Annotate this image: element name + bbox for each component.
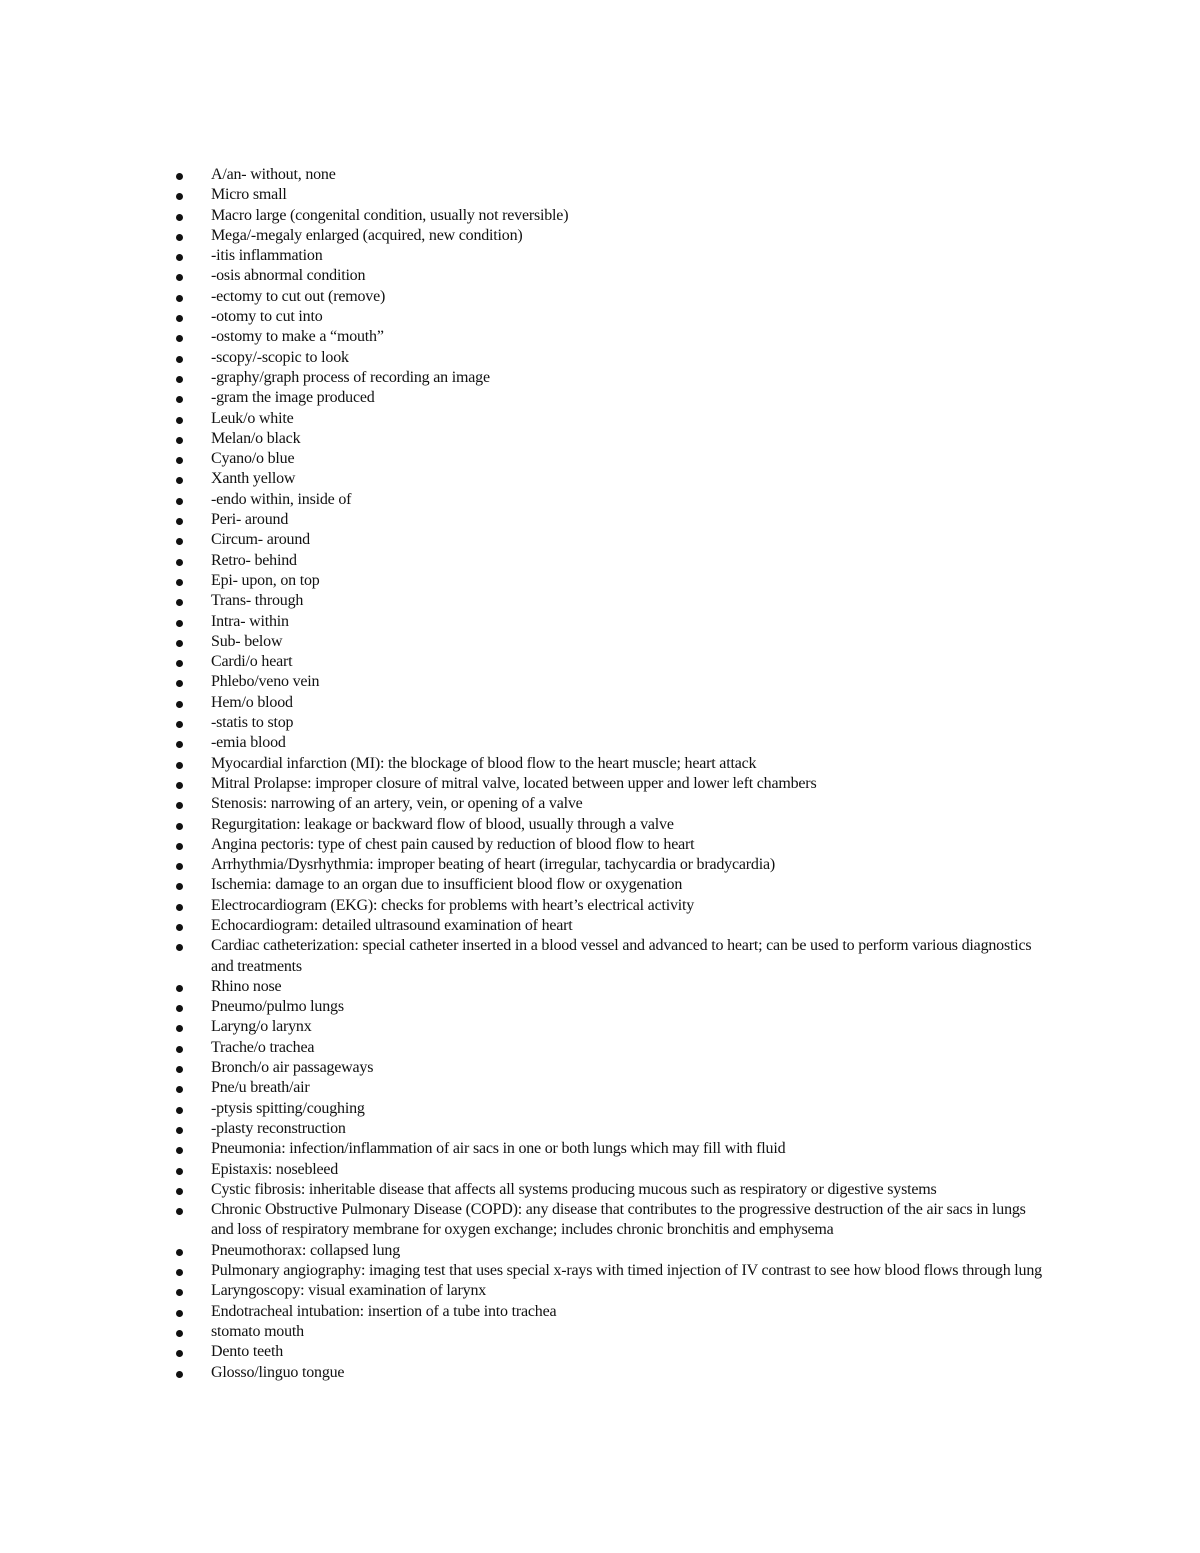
bullet-icon	[176, 1168, 183, 1175]
list-item	[0, 1363, 1200, 1383]
list-item	[0, 977, 1200, 997]
list-item-text: Cyano/o blue	[211, 450, 295, 468]
bullet-icon	[176, 863, 183, 870]
list-item	[0, 307, 1200, 327]
bullet-icon	[176, 396, 183, 403]
list-item	[0, 1261, 1200, 1281]
list-item	[0, 1160, 1200, 1180]
list-item-text: Electrocardiogram (EKG): checks for problems with heart’s electrical activity	[211, 896, 695, 914]
bullet-icon	[176, 437, 183, 444]
list-item	[0, 774, 1200, 794]
list-item	[0, 449, 1200, 469]
list-item	[0, 1322, 1200, 1342]
list-item	[0, 997, 1200, 1017]
list-item-text: -scopy/-scopic to look	[211, 348, 349, 366]
bullet-icon	[176, 660, 183, 667]
list-item	[0, 1078, 1200, 1098]
list-item	[0, 409, 1200, 429]
list-item	[0, 1302, 1200, 1322]
list-item-text: Laryng/o larynx	[211, 1018, 312, 1036]
list-item-text: Echocardiogram: detailed ultrasound examination of heart	[211, 916, 573, 934]
list-item-text: Bronch/o air passageways	[211, 1059, 374, 1077]
bullet-icon	[176, 843, 183, 850]
list-item	[0, 348, 1200, 368]
bullet-icon	[176, 1371, 183, 1378]
bullet-icon	[176, 762, 183, 769]
list-item-text: Pneumothorax: collapsed lung	[211, 1241, 401, 1259]
list-item	[0, 510, 1200, 530]
list-item	[0, 875, 1200, 895]
list-item	[0, 1038, 1200, 1058]
bullet-icon	[176, 985, 183, 992]
list-item	[0, 1119, 1200, 1139]
list-item	[0, 1342, 1200, 1362]
bullet-icon	[176, 1330, 183, 1337]
list-item-text: A/an- without, none	[211, 166, 336, 183]
list-item	[0, 733, 1200, 753]
list-item	[0, 551, 1200, 571]
list-item-text: -ostomy to make a “mouth”	[211, 328, 384, 346]
list-item-text: Hem/o blood	[211, 693, 293, 711]
list-item-text: -plasty reconstruction	[211, 1119, 346, 1137]
bullet-icon	[176, 214, 183, 221]
list-item	[0, 571, 1200, 591]
list-item-text: Trans- through	[211, 592, 304, 610]
bullet-icon	[176, 640, 183, 647]
list-item-text: Laryngoscopy: visual examination of larynx	[211, 1282, 487, 1300]
list-item-text: Pneumonia: infection/inflammation of air sacs in one or both lungs which may fill with fluid	[211, 1140, 786, 1158]
list-item	[0, 612, 1200, 632]
list-item-text: Cystic fibrosis: inheritable disease that affects all systems producing mucous such as respiratory or digestive systems	[211, 1180, 937, 1198]
bullet-icon	[176, 376, 183, 383]
list-item-text: Pne/u breath/air	[211, 1079, 310, 1097]
list-item	[0, 368, 1200, 388]
bullet-icon	[176, 883, 183, 890]
list-item-text: Circum- around	[211, 531, 310, 549]
list-item	[0, 713, 1200, 733]
bullet-icon	[176, 1289, 183, 1296]
list-item-text: Macro large (congenital condition, usually not reversible)	[211, 206, 569, 224]
bullet-icon	[176, 234, 183, 241]
bullet-icon	[176, 1025, 183, 1032]
bullet-icon	[176, 1208, 183, 1215]
list-item-text: Pneumo/pulmo lungs	[211, 998, 344, 1016]
list-item	[0, 754, 1200, 774]
list-item	[0, 165, 1200, 185]
list-item-text: Retro- behind	[211, 551, 297, 569]
bullet-icon	[176, 477, 183, 484]
bullet-icon	[176, 173, 183, 180]
list-item-text: -ectomy to cut out (remove)	[211, 287, 386, 305]
bullet-icon	[176, 579, 183, 586]
list-item-text: Stenosis: narrowing of an artery, vein, or opening of a valve	[211, 795, 583, 813]
list-item-text: Regurgitation: leakage or backward flow of blood, usually through a valve	[211, 815, 674, 833]
list-item-text: Ischemia: damage to an organ due to insufficient blood flow or oxygenation	[211, 876, 683, 894]
list-item-text: -statis to stop	[211, 714, 294, 732]
bullet-icon	[176, 904, 183, 911]
list-item-text: Arrhythmia/Dysrhythmia: improper beating of heart (irregular, tachycardia or bradycardia)	[211, 856, 775, 874]
bullet-icon	[176, 701, 183, 708]
list-item	[0, 1058, 1200, 1078]
list-item	[0, 388, 1200, 408]
list-item-text: Leuk/o white	[211, 409, 294, 427]
list-item-text: Myocardial infarction (MI): the blockage of blood flow to the heart muscle; heart attack	[211, 754, 757, 772]
list-item-text: Pulmonary angiography: imaging test that uses special x-rays with timed injection of IV contrast to see how blood flows through lung	[211, 1262, 1042, 1280]
list-item-text: Epistaxis: nosebleed	[211, 1160, 339, 1178]
list-item-text: Melan/o black	[211, 429, 301, 447]
bullet-icon	[176, 741, 183, 748]
list-item-text: Epi- upon, on top	[211, 571, 320, 589]
bullet-icon	[176, 599, 183, 606]
list-item-text: Rhino nose	[211, 977, 282, 995]
bullet-icon	[176, 1107, 183, 1114]
bullet-icon	[176, 193, 183, 200]
bullet-icon	[176, 315, 183, 322]
bullet-icon	[176, 457, 183, 464]
bullet-icon	[176, 1188, 183, 1195]
list-item	[0, 327, 1200, 347]
list-item-text: -endo within, inside of	[211, 490, 352, 508]
bullet-icon	[176, 1127, 183, 1134]
bullet-icon	[176, 1066, 183, 1073]
bullet-icon	[176, 498, 183, 505]
list-item	[0, 815, 1200, 835]
bullet-icon	[176, 1310, 183, 1317]
bullet-icon	[176, 924, 183, 931]
list-item-text: Micro small	[211, 186, 287, 204]
terminology-list	[0, 165, 1200, 1383]
list-item	[0, 896, 1200, 916]
list-item	[0, 632, 1200, 652]
list-item	[0, 206, 1200, 226]
list-item-text: -gram the image produced	[211, 389, 375, 407]
bullet-icon	[176, 802, 183, 809]
list-item	[0, 490, 1200, 510]
bullet-icon	[176, 1005, 183, 1012]
list-item-text: Chronic Obstructive Pulmonary Disease (COPD): any disease that contributes to the progressive destruction of the air sacs in lungs and loss of respiratory membrane for oxygen exchange; includes chronic bronchitis and emphysema	[211, 1201, 1026, 1239]
list-item	[0, 936, 1200, 977]
list-item-text: Mitral Prolapse: improper closure of mitral valve, located between upper and lower left chambers	[211, 774, 817, 792]
bullet-icon	[176, 1086, 183, 1093]
bullet-icon	[176, 274, 183, 281]
bullet-icon	[176, 538, 183, 545]
list-item	[0, 652, 1200, 672]
list-item-text: -osis abnormal condition	[211, 267, 366, 285]
list-item-text: Mega/-megaly enlarged (acquired, new condition)	[211, 226, 523, 244]
bullet-icon	[176, 1147, 183, 1154]
bullet-icon	[176, 1350, 183, 1357]
list-item-text: Dento teeth	[211, 1343, 283, 1361]
list-item-text: Sub- below	[211, 632, 283, 650]
list-item	[0, 835, 1200, 855]
list-item-text: Intra- within	[211, 612, 289, 630]
list-item	[0, 1241, 1200, 1261]
list-item	[0, 693, 1200, 713]
list-item-text: -itis inflammation	[211, 247, 323, 265]
list-item-text: -ptysis spitting/coughing	[211, 1099, 365, 1117]
bullet-icon	[176, 559, 183, 566]
bullet-icon	[176, 295, 183, 302]
list-item	[0, 1200, 1200, 1241]
list-item-text: stomato mouth	[211, 1322, 304, 1340]
bullet-icon	[176, 721, 183, 728]
bullet-icon	[176, 782, 183, 789]
list-item-text: -emia blood	[211, 734, 286, 752]
list-item-text: -graphy/graph process of recording an image	[211, 368, 490, 386]
list-item-text: Cardiac catheterization: special catheter inserted in a blood vessel and advanced to heart; can be used to perform various diagnostics and treatments	[211, 937, 1032, 975]
list-item-text: Xanth yellow	[211, 470, 296, 488]
list-item	[0, 266, 1200, 286]
list-item-text: Phlebo/veno vein	[211, 673, 320, 691]
list-item	[0, 185, 1200, 205]
bullet-icon	[176, 335, 183, 342]
list-item	[0, 1017, 1200, 1037]
bullet-icon	[176, 823, 183, 830]
list-item-text: Peri- around	[211, 511, 289, 529]
list-item	[0, 469, 1200, 489]
list-item	[0, 287, 1200, 307]
bullet-icon	[176, 1269, 183, 1276]
list-item-text: Angina pectoris: type of chest pain caused by reduction of blood flow to heart	[211, 835, 695, 853]
list-item	[0, 246, 1200, 266]
list-item	[0, 1180, 1200, 1200]
list-item	[0, 672, 1200, 692]
bullet-icon	[176, 518, 183, 525]
list-item	[0, 1099, 1200, 1119]
bullet-icon	[176, 417, 183, 424]
list-item-text: -otomy to cut into	[211, 308, 323, 326]
list-item	[0, 530, 1200, 550]
bullet-icon	[176, 680, 183, 687]
list-item-text: Trache/o trachea	[211, 1038, 315, 1056]
bullet-icon	[176, 1249, 183, 1256]
list-item	[0, 226, 1200, 246]
list-item	[0, 591, 1200, 611]
list-item	[0, 916, 1200, 936]
list-item	[0, 1139, 1200, 1159]
list-item-text: Cardi/o heart	[211, 653, 293, 671]
list-item	[0, 794, 1200, 814]
list-item-text: Glosso/linguo tongue	[211, 1363, 345, 1381]
list-item	[0, 1281, 1200, 1301]
bullet-icon	[176, 1046, 183, 1053]
list-item-text: Endotracheal intubation: insertion of a tube into trachea	[211, 1302, 557, 1320]
list-item	[0, 855, 1200, 875]
list-item	[0, 429, 1200, 449]
bullet-icon	[176, 620, 183, 627]
bullet-icon	[176, 944, 183, 951]
bullet-icon	[176, 356, 183, 363]
bullet-icon	[176, 254, 183, 261]
